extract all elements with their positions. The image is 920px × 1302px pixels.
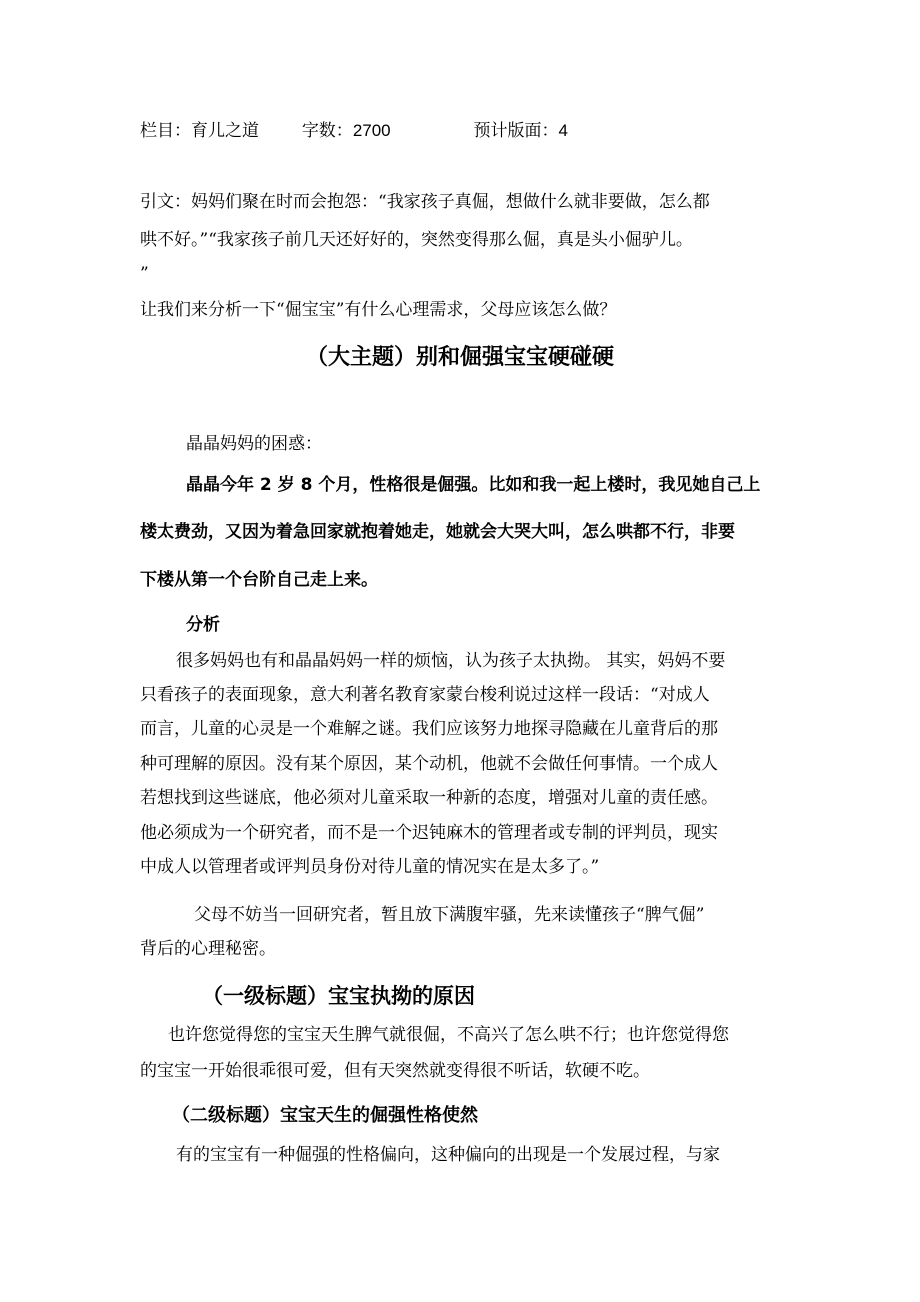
analysis-line: 中成人以管理者或评判员身份对待儿童的情况实在是太多了。” [140, 857, 600, 877]
analysis-line: 而言，儿童的心灵是一个难解之谜。我们应该努力地探寻隐藏在儿童背后的那 [140, 719, 718, 739]
meta-line [140, 119, 568, 143]
column-label: 栏目： [140, 121, 191, 141]
analysis-line: 背后的心理秘密。 [140, 939, 276, 959]
column-value: 育儿之道 [191, 121, 259, 141]
analysis-line: 父母不妨当一回研究者，暂且放下满腹牢骚，先来读懂孩子“脾气倔” [194, 905, 705, 925]
word-count-value: 2700 [352, 121, 391, 140]
section-heading-level1: （一级标题）宝宝执拗的原因 [202, 984, 475, 1008]
intro-line: 让我们来分析一下“倔宝宝”有什么心理需求，父母应该怎么做？ [140, 300, 617, 320]
section1-line: 的宝宝一开始很乖很可爱，但有天突然就变得很不听话，软硬不吃。 [140, 1061, 650, 1081]
word-count-label: 字数： [301, 121, 353, 141]
main-title: （大主题）别和倔强宝宝硬碰硬 [305, 345, 614, 370]
case-line: 晶晶今年 2 岁 8 个月，性格很是倔强。比如和我一起上楼时，我见她自己上 [186, 475, 761, 495]
analysis-line: 若想找到这些谜底，他必须对儿童采取一种新的态度，增强对儿童的责任感。 [140, 788, 718, 808]
layout-value: 4 [558, 121, 568, 140]
intro-line: 引文：妈妈们聚在时而会抱怨：“我家孩子真倔，想做什么就非要做，怎么都 [140, 192, 710, 212]
section-heading-level2: （二级标题）宝宝天生的倔强性格使然 [172, 1105, 478, 1126]
analysis-heading: 分析 [186, 615, 220, 635]
intro-line: ” [140, 264, 149, 284]
case-line: 楼太费劲，又因为着急回家就抱着她走，她就会大哭大叫，怎么哄都不行，非要 [140, 522, 735, 542]
analysis-line: 只看孩子的表面现象，意大利著名教育家蒙台梭利说过这样一段话：“对成人 [140, 685, 710, 705]
intro-line: 哄不好。”“我家孩子前几天还好好的，突然变得那么倔，真是头小倔驴儿。 [140, 230, 693, 250]
case-heading: 晶晶妈妈的困惑： [186, 434, 322, 454]
section2-line: 有的宝宝有一种倔强的性格偏向，这种偏向的出现是一个发展过程，与家 [176, 1145, 720, 1165]
layout-label: 预计版面： [473, 121, 559, 141]
section1-line: 也许您觉得您的宝宝天生脾气就很倔，不高兴了怎么哄不行；也许您觉得您 [168, 1025, 729, 1045]
analysis-line: 他必须成为一个研究者，而不是一个迟钝麻木的管理者或专制的评判员，现实 [140, 823, 718, 843]
analysis-line: 很多妈妈也有和晶晶妈妈一样的烦恼，认为孩子太执拗。 其实，妈妈不要 [176, 651, 726, 671]
case-line: 下楼从第一个台阶自己走上来。 [140, 570, 378, 590]
analysis-line: 种可理解的原因。没有某个原因，某个动机，他就不会做任何事情。一个成人 [140, 754, 718, 774]
